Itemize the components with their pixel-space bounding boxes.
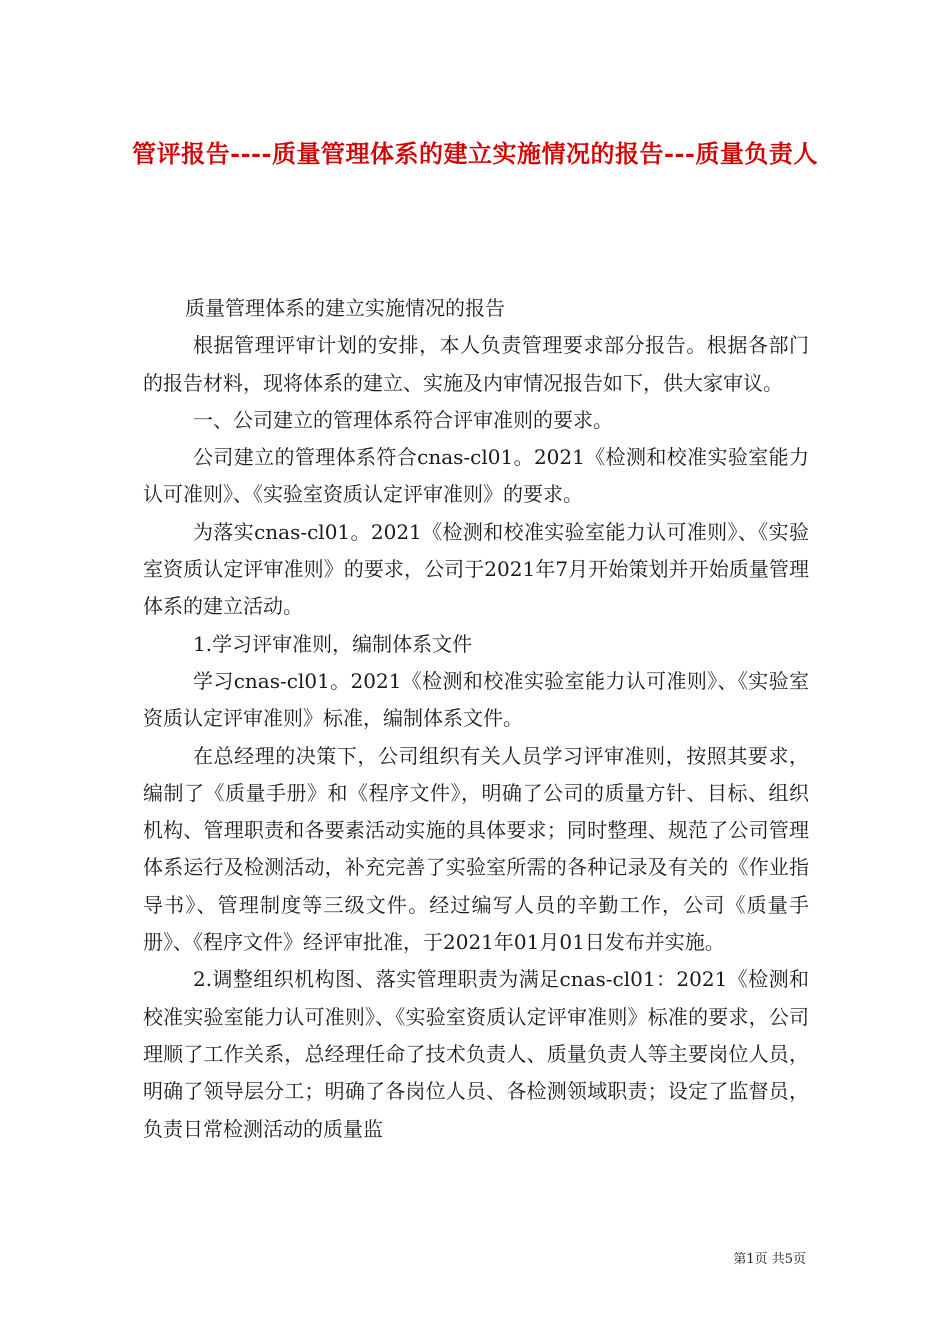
paragraph: 根据管理评审计划的安排，本人负责管理要求部分报告。根据各部门的报告材料，现将体系的建立、实施及内审情况报告如下，供大家审议。 [143,333,809,395]
paragraph: 公司建立的管理体系符合cnas-cl01。2021《检测和校准实验室能力认可准则》、《实验室资质认定评审准则》的要求。 [143,445,809,507]
document-title: 管评报告----质量管理体系的建立实施情况的报告---质量负责人 [132,139,818,168]
paragraph: 为落实cnas-cl01。2021《检测和校准实验室能力认可准则》、《实验室资质认定评审准则》的要求，公司于2021年7月开始策划并开始质量管理体系的建立活动。 [143,519,809,619]
section-heading: 一、公司建立的管理体系符合评审准则的要求。 [193,407,613,432]
paragraph: 学习cnas-cl01。2021《检测和校准实验室能力认可准则》、《实验室资质认定评审准则》标准，编制体系文件。 [143,668,809,731]
paragraph: 在总经理的决策下，公司组织有关人员学习评审准则，按照其要求，编制了《质量手册》和《程序文件》，明确了公司的质量方针、目标、组织机构、管理职责和各要素活动实施的具体要求；同时整理、规范了公司管理体系运行及检测活动，补充完善了实验室所需的各种记录及有关的《作业指导书》、管理制度等三级文件。经过编写人员的辛勤工作，公司《质量手册》、《程序文件》经评审批准，于2021年01月01日发布并实施。 [143,743,809,955]
subsection-heading: 1.学习评审准则，编制体系文件 [193,631,473,656]
page-number-footer: 第1页 共5页 [733,1252,806,1267]
document-body [143,290,809,1148]
paragraph: 2.调整组织机构图、落实管理职责为满足cnas-cl01：2021《检测和校准实验室能力认可准则》、《实验室资质认定评审准则》标准的要求，公司理顺了工作关系，总经理任命了技术负责人、质量负责人等主要岗位人员，明确了领导层分工；明确了各岗位人员、各检测领域职责；设定了监督员，负责日常检测活动的质量监 [143,967,809,1141]
report-subtitle: 质量管理体系的建立实施情况的报告 [185,296,505,320]
